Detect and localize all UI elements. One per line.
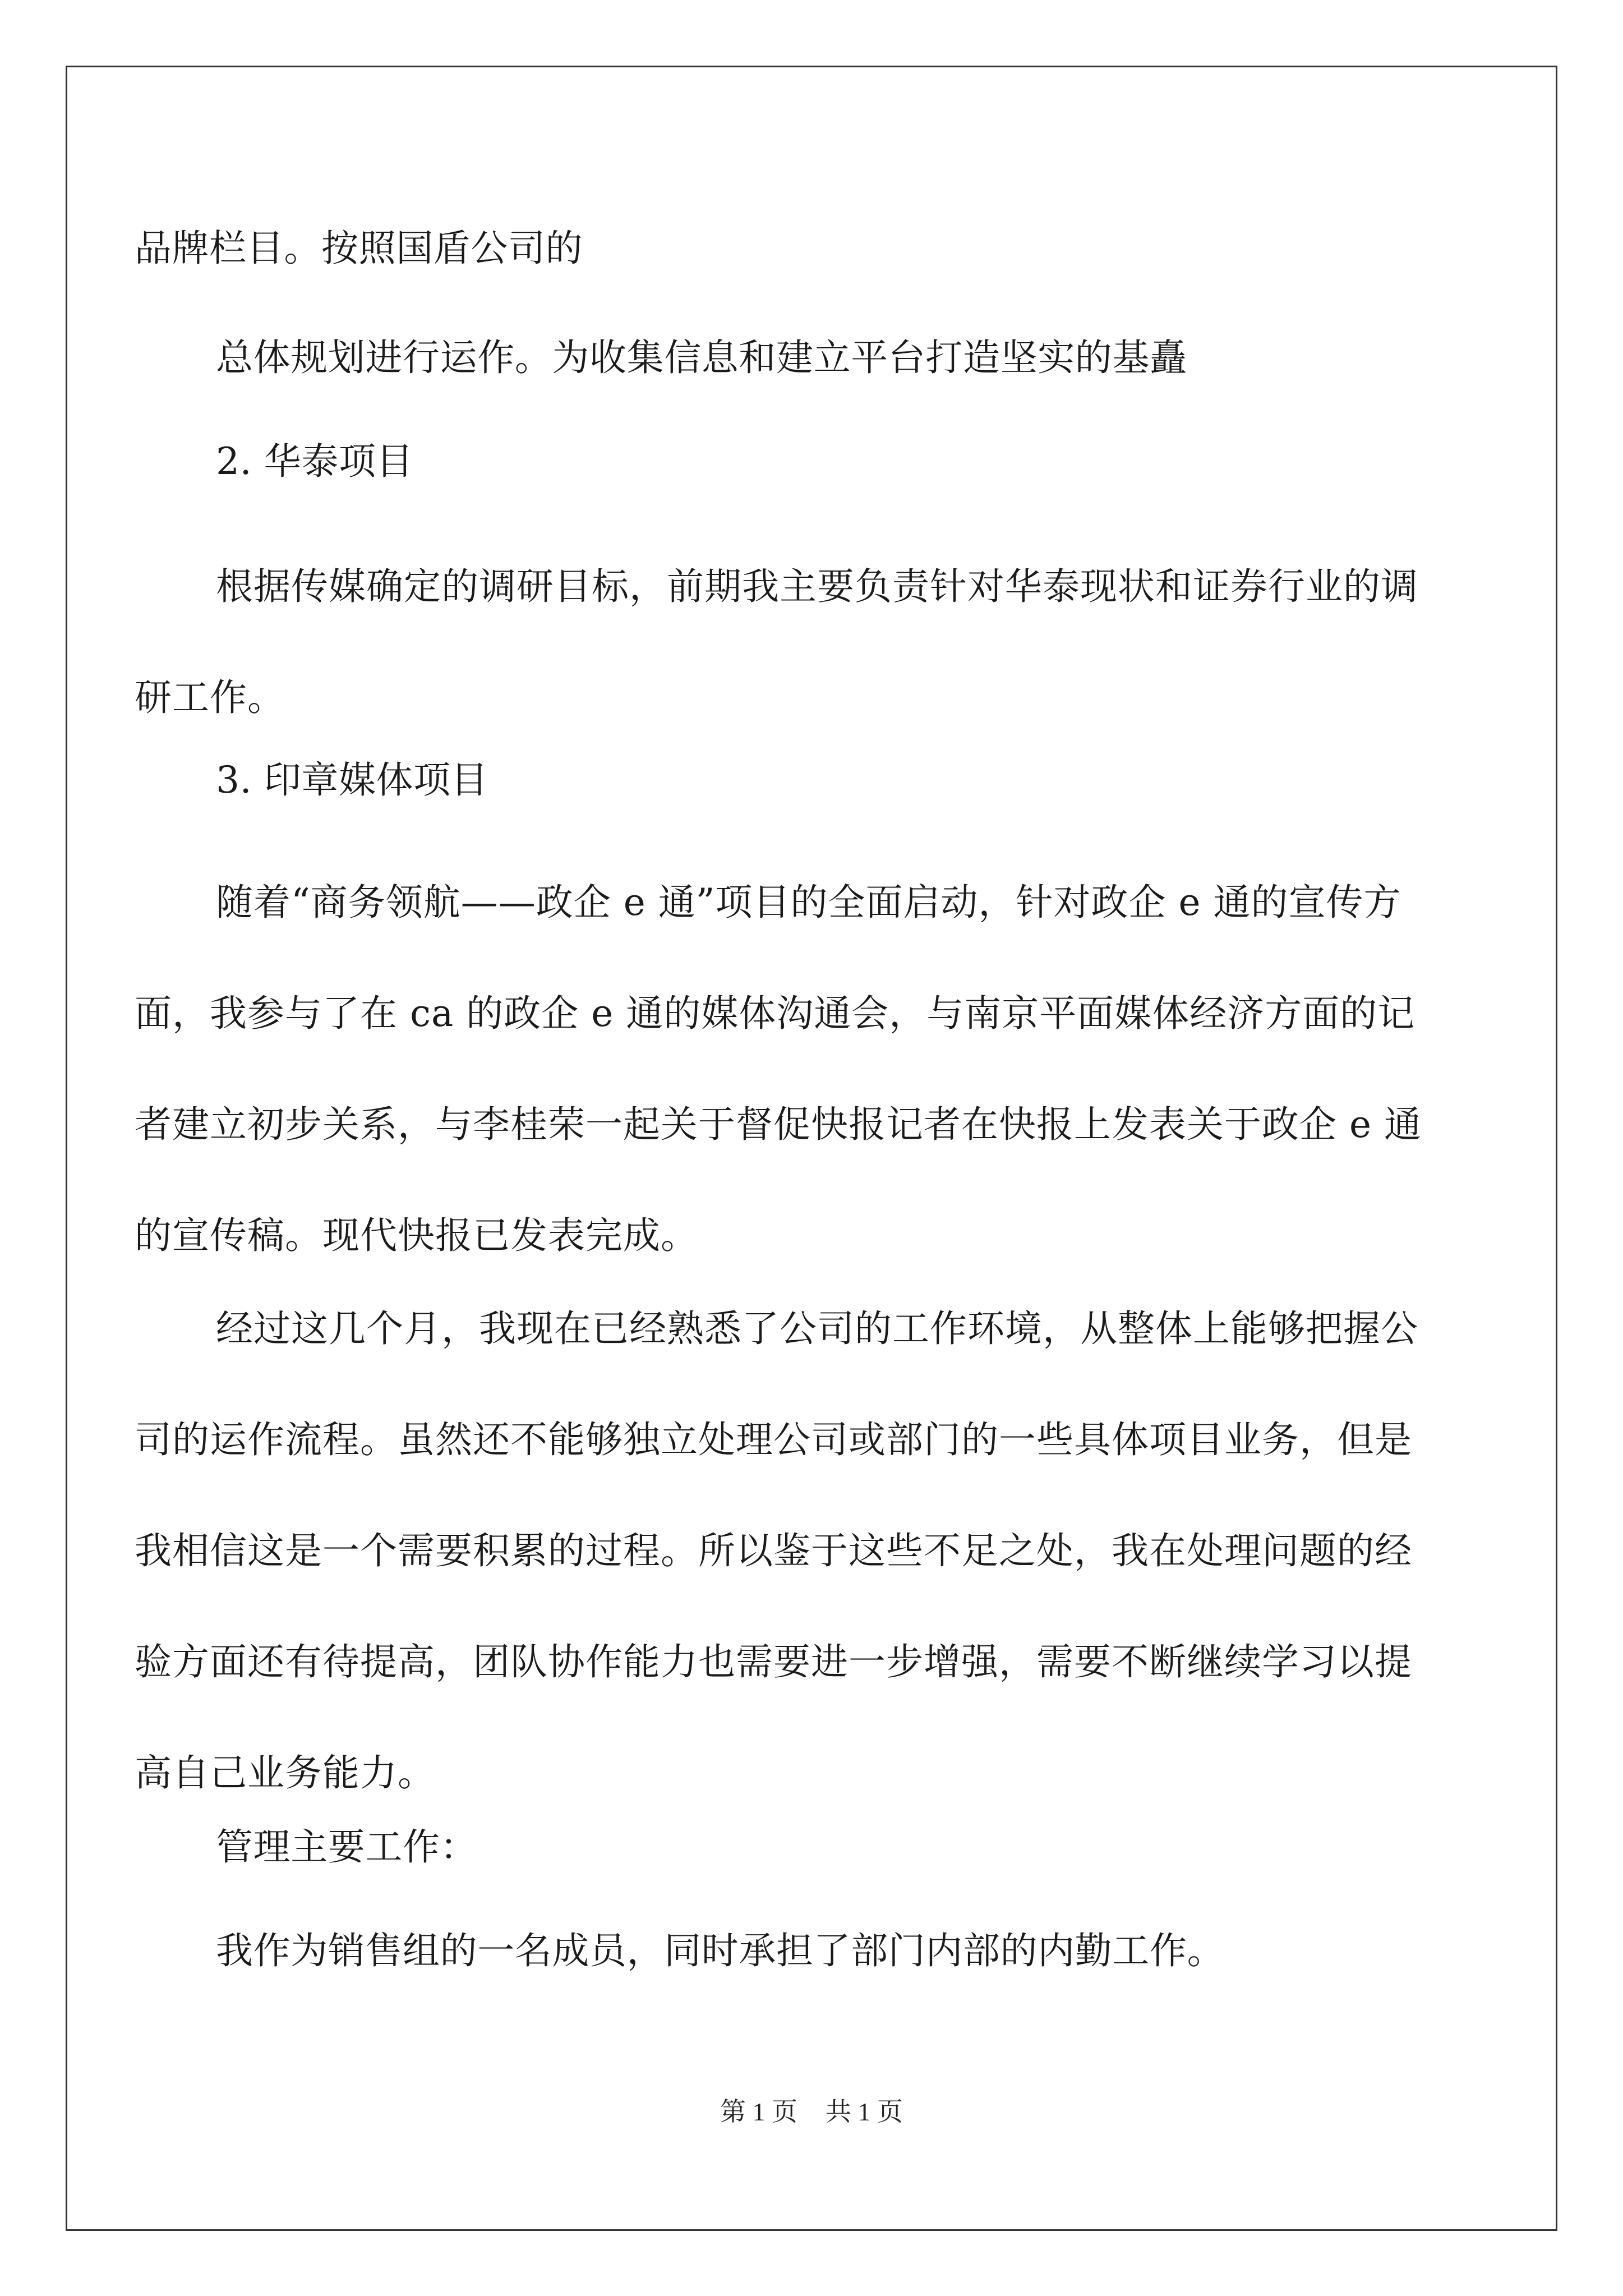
paragraph-2: 总体规划进行运作。为收集信息和建立平台打造坚实的基矗 (216, 336, 1187, 379)
section-heading-management: 管理主要工作： (216, 1825, 478, 1869)
page-number: 第 1 页 (720, 2097, 797, 2126)
paragraph-huatai-body: 根据传媒确定的调研目标，前期我主要负责针对华泰现状和证券行业的调研工作。 (135, 565, 1418, 719)
section-heading-huatai: 2. 华泰项目 (216, 440, 414, 483)
page-footer (0, 2098, 1623, 2126)
paragraph-seal-media-body: 随着“商务领航——政企 e 通”项目的全面启动，针对政企 e 通的宣传方面，我参与了在 ca 的政企 e 通的媒体沟通会，与南京平面媒体经济方面的记者建立初步关系，与李桂荣一起关于督促快报记者在快报上发表关于政企 e 通的宣传稿。现代快报已发表完成。 (135, 881, 1422, 1257)
paragraph-management-body: 我作为销售组的一名成员，同时承担了部门内部的内勤工作。 (216, 1929, 1225, 1972)
paragraph-1: 品牌栏目。按照国盾公司的 (135, 227, 583, 270)
page-total: 共 1 页 (826, 2097, 903, 2126)
paragraph-summary: 经过这几个月，我现在已经熟悉了公司的工作环境，从整体上能够把握公司的运作流程。虽然还不能够独立处理公司或部门的一些具体项目业务，但是我相信这是一个需要积累的过程。所以鉴于这些不足之处，我在处理问题的经验方面还有待提高，团队协作能力也需要进一步增强，需要不断继续学习以提高自己业务能力。 (135, 1307, 1418, 1795)
section-heading-seal-media: 3. 印章媒体项目 (216, 758, 488, 802)
